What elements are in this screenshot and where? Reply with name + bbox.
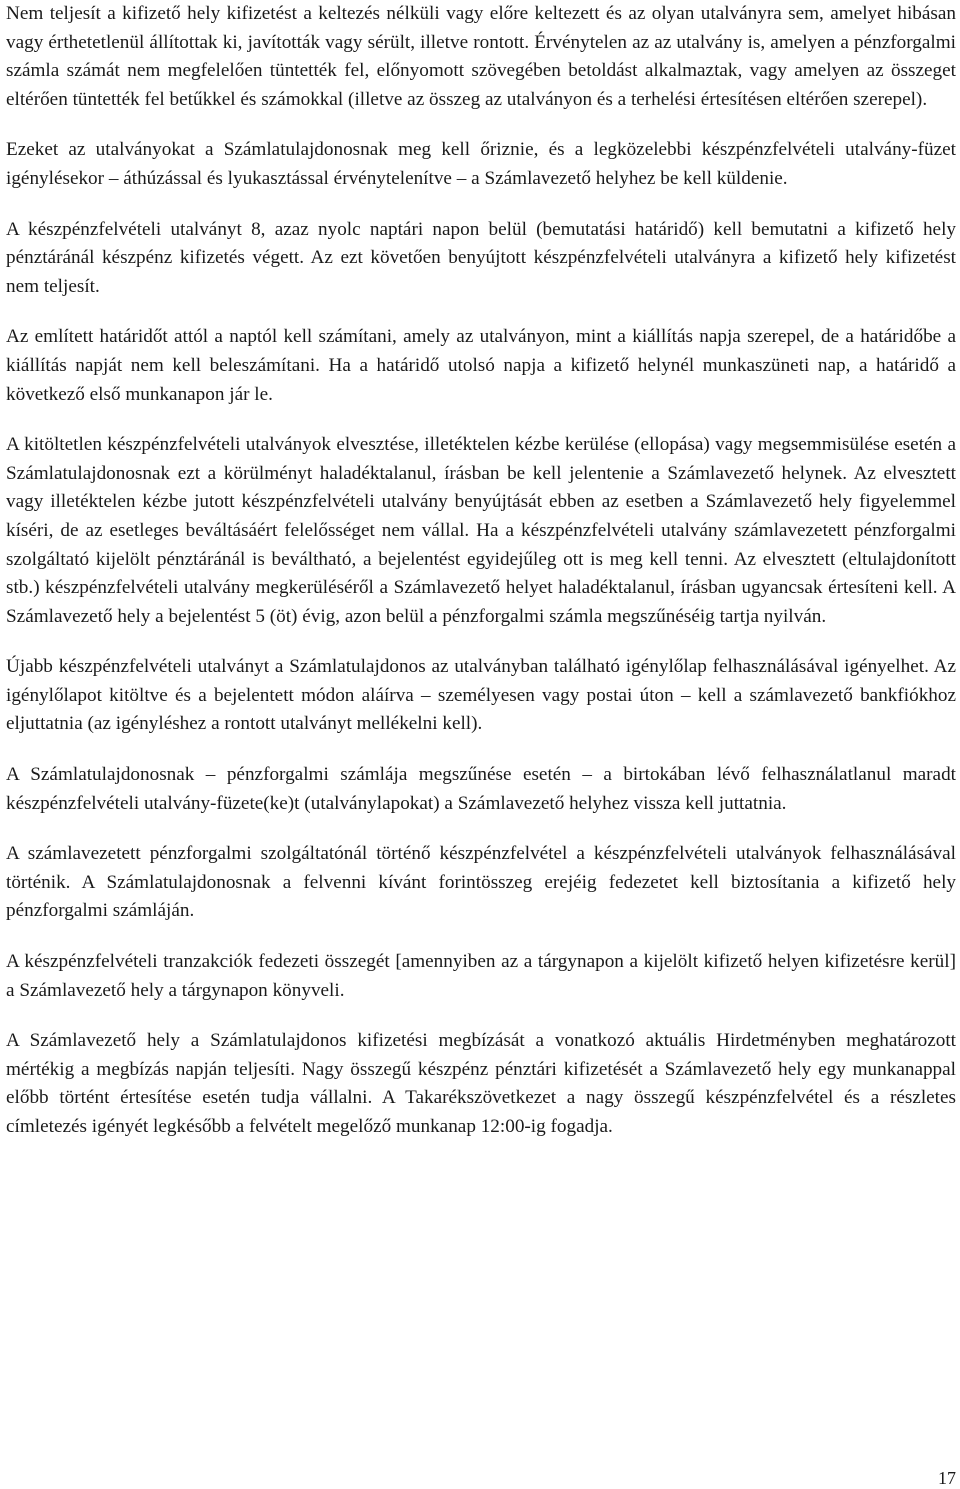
paragraph: Ezeket az utalványokat a Számlatulajdonosnak meg kell őriznie, és a legközelebbi készpénzfelvételi utalvány-füzet igénylésekor – áthúzással és lyukasztással érvénytelenítve – a Számlavezető helyhez be kell küldenie. (6, 139, 956, 189)
page-number: 17 (938, 1468, 956, 1488)
paragraph: A készpénzfelvételi tranzakciók fedezeti összegét [amennyiben az a tárgynapon a kijelölt kifizető helyen kifizetésre kerül] a Számlavezető hely a tárgynapon könyveli. (6, 951, 956, 1001)
paragraph: A számlavezetett pénzforgalmi szolgáltatónál történő készpénzfelvétel a készpénzfelvételi utalványok felhasználásával történik. A Számlatulajdonosnak a felvenni kívánt forintösszeg erejéig fedezetet kell biztosítania a kifizető hely pénzforgalmi számláján. (6, 843, 956, 922)
paragraph: Nem teljesít a kifizető hely kifizetést a keltezés nélküli vagy előre keltezett és az olyan utalványra sem, amelyet hibásan vagy érthetetlenül állítottak ki, javították vagy sérült, illetve rontott. Érvénytelen az az utalvány is, amelyen a pénzforgalmi számla számát nem megfelelően tüntették fel, előnyomott szövegében betoldást alkalmaztak, vagy amelyen az összeget eltérően tüntették fel betűkkel és számokkal (illetve az összeg az utalványon és a terhelési értesítésen eltérően szerepel). (6, 3, 956, 110)
paragraph: A készpénzfelvételi utalványt 8, azaz nyolc naptári napon belül (bemutatási határidő) kell bemutatni a kifizető hely pénztáránál készpénz kifizetés végett. Az ezt követően benyújtott készpénzfelvételi utalványra a kifizető hely kifizetést nem teljesít. (6, 218, 956, 297)
paragraph: A kitöltetlen készpénzfelvételi utalványok elvesztése, illetéktelen kézbe kerülése (ellopása) vagy megsemmisülése esetén a Számlatulajdonosnak ezt a körülményt haladéktalanul, írásban be kell jelentenie a Számlavezető helynek. Az elvesztett vagy illetéktelen kézbe jutott készpénzfelvételi utalvány benyújtását ebben az esetben a Számlavezető hely figyelemmel kíséri, de az esetleges beváltásáért felelősséget nem vállal. Ha a készpénzfelvételi utalvány számlavezetett pénzforgalmi szolgáltató kijelölt pénztáránál is beváltható, a bejelentést egyidejűleg ott is meg kell tenni. Az elvesztett (eltulajdonított stb.) készpénzfelvételi utalvány megkerüléséről a Számlavezető helyet haladéktalanul, írásban ugyancsak értesíteni kell. A Számlavezető hely a bejelentést 5 (öt) évig, azon belül a pénzforgalmi számla megszűnéséig tartja nyilván. (6, 434, 956, 627)
paragraph: Az említett határidőt attól a naptól kell számítani, amely az utalványon, mint a kiállítás napja szerepel, de a határidőbe a kiállítás napját nem kell beleszámítani. Ha a határidő utolsó napja a kifizető helynél munkaszüneti nap, a határidő a következő első munkanapon jár le. (6, 326, 956, 405)
paragraph: A Számlatulajdonosnak – pénzforgalmi számlája megszűnése esetén – a birtokában lévő felhasználatlanul maradt készpénzfelvételi utalvány-füzete(ke)t (utalványlapokat) a Számlavezető helyhez vissza kell juttatnia. (6, 764, 956, 814)
document-page (6, 0, 956, 1142)
paragraph: Újabb készpénzfelvételi utalványt a Számlatulajdonos az utalványban található igénylőlap felhasználásával igényelhet. Az igénylőlapot kitöltve és a bejelentett módon aláírva – személyesen vagy postai úton – kell a számlavezető bankfiókhoz eljuttatnia (az igényléshez a rontott utalványt mellékelni kell). (6, 656, 956, 735)
paragraph: A Számlavezető hely a Számlatulajdonos kifizetési megbízását a vonatkozó aktuális Hirdetményben meghatározott mértékig a megbízás napján teljesíti. Nagy összegű készpénz pénztári kifizetését a Számlavezető hely egy munkanappal előbb történt értesítése esetén tudja vállalni. A Takarékszövetkezet a nagy összegű készpénzfelvétel és a részletes címletezés igényét legkésőbb a felvételt megelőző munkanap 12:00-ig fogadja. (6, 1030, 956, 1137)
